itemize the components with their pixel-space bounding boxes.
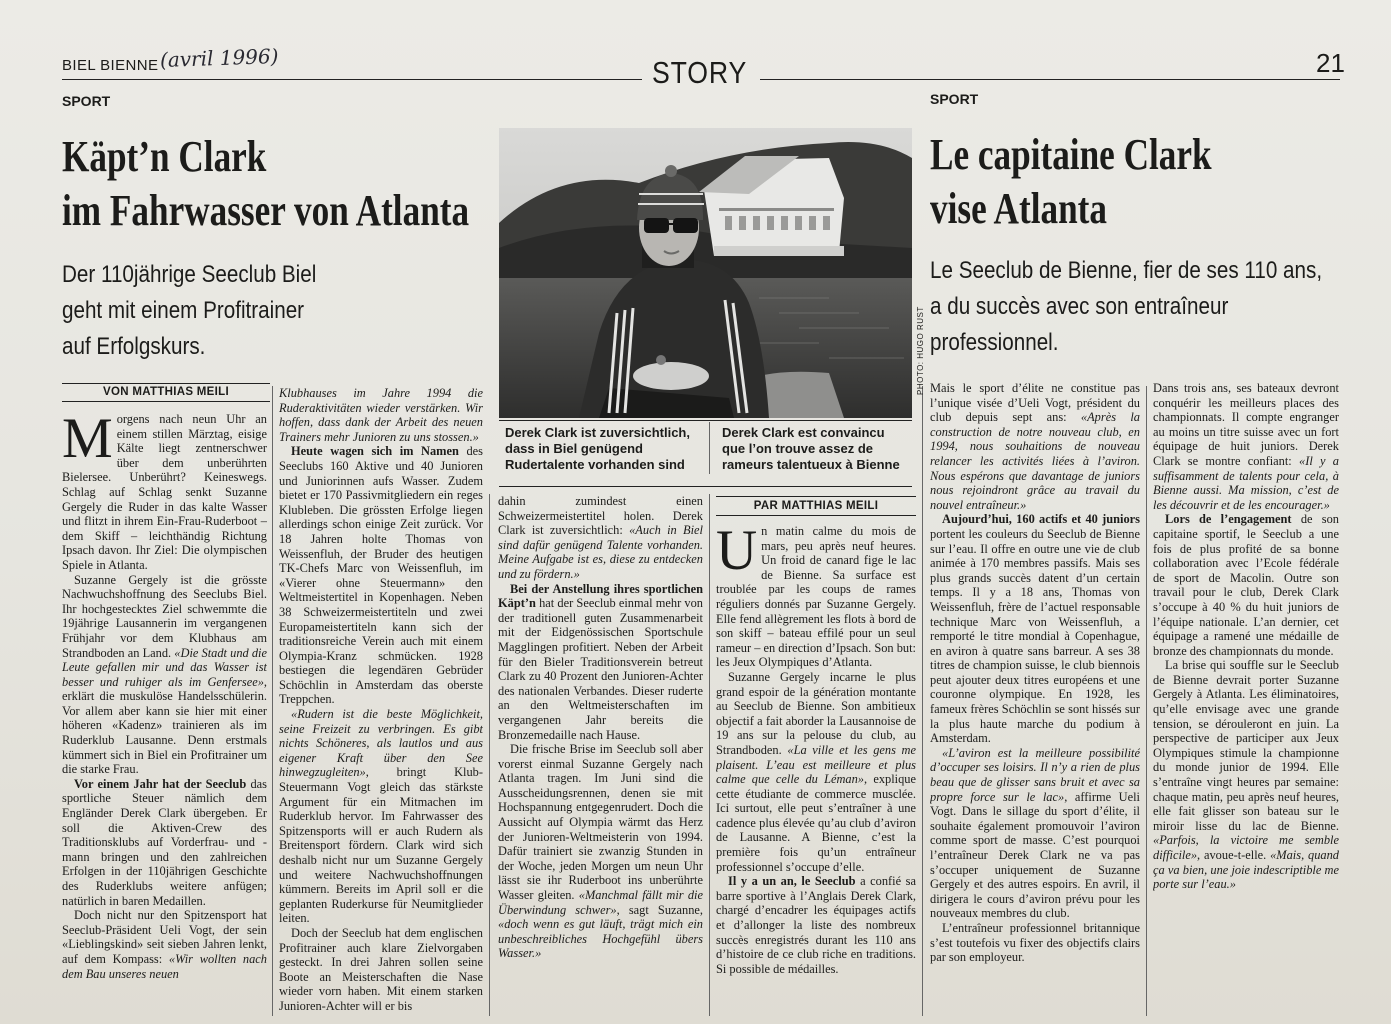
french-col3-p2: de son capitaine sportif, le Seeclub a une fois de plus profité de sa bonne collaboration avec l’Ecole fédérale de sport de Macolin. Outre son travail pour le club, Derek Clark s’occupe à 40 % du huit juniors de l’équipe nationale. L’an dernier, cet équipage a ramené une médaille de bronze des championnats du monde. (1153, 512, 1339, 658)
french-col2-p4: L’entraîneur professionnel britannique s’est toutefois vu fixer des objectifs clairs par son employeur. (930, 920, 1140, 965)
german-col3-p2-lead: Bei der Anstellung ihres sportlichen Käpt’n (498, 581, 703, 611)
french-col3-p3: La brise qui souffle sur le Seeclub de Bienne devrait porter Suzanne Gergely à Atlanta. Les éliminatoires, qu’elle envisage avec une grande tension, se dérouleront en juin. La perspective de participer aux Jeux Olympiques stimule la championne du monde junior de 1994. Elle s’entraîne vingt heures par semaine: chaque matin, peu après neuf heures, elle fait glisser son bateau sur le miroir lisse du lac de Bienne. (1153, 658, 1339, 833)
column-divider (709, 494, 710, 1016)
paper-name: BIEL BIENNE (62, 57, 159, 74)
french-col2-p1: Mais le sport d’élite ne constitue pas l’unique visée d’Ueli Vogt, président du club depuis sept ans: (930, 381, 1140, 425)
german-column-1 (62, 412, 267, 1016)
caption-rule (499, 420, 912, 421)
german-col3-p3-quote1: «Manchmal fällt mir die Überwindung schwer» (498, 888, 703, 917)
french-col1-p3-lead: Il y a un an, le Seeclub (728, 874, 856, 889)
french-col1-p2: Suzanne Gergely incarne le plus grand espoir de la génération montante au Seeclub de Bienne. Son ambitieux objectif a fait aborder la Lausannoise de 19 ans sur la pelouse du club, au Strandboden. (716, 669, 916, 757)
german-col1-p4: Doch nicht nur den Spitzensport hat Seeclub-Präsident Ueli Vogt, der sein «Lieblingskind» seit sieben Jahren lenkt, auf dem Kompass: (62, 908, 267, 966)
french-col2-p2-lead: Aujourd’hui, 160 actifs et 40 juniors (942, 512, 1140, 527)
french-col3-p3-quote1: «Parfois, la victoire me semble difficile» (1153, 833, 1339, 862)
handwritten-date-note: (avril 1996) (159, 43, 279, 73)
french-col1-p2-end: , explique cette étudiante de commerce musclée. Ici surtout, elle peut s’entraîner à une cadence plus élevée qu’au club d’aviron de Lausanne. A Bienne, c’est la première fois qu’un entraîneur professionnel s’occupe d’elle. (716, 772, 916, 874)
french-headline-line2: vise Atlanta (930, 184, 1107, 233)
french-col3-p2-lead: Lors de l’engagement (1165, 512, 1292, 527)
german-kicker: SPORT (62, 93, 111, 109)
german-col2-p4: Doch der Seeclub hat dem englischen Profitrainer auch klare Zielvorgaben gesteckt. In drei Jahren sollen seine Boote an Meisterschaften die Nase wieder vorn haben. Mit einem starken Junioren-Achter will er bis (279, 925, 483, 1013)
german-headline-line2: im Fahrwasser von Atlanta (62, 186, 470, 235)
french-byline-rule (716, 496, 916, 497)
french-headline-line1: Le capitaine Clark (930, 130, 1212, 179)
german-col3-p2: hat der Seeclub einmal mehr von der traditionell guten Zusammenarbeit mit der Eidgenössischen Sportschule Magglingen profitiert. Neben der Arbeit für den Bieler Traditionsverein betreut Clark zu 40 Prozent den Junioren-Achter des nationalen Verbandes. Dieser ruderte an den Weltmeisterschaften im vergangenen Jahr bereits die Bronzemedaille nach Hause. (498, 596, 703, 742)
french-kicker: SPORT (930, 91, 979, 107)
french-col2-p1-quote: «Après la construction de notre nouveau club, en 1994, nous souhaitions de nouveau relancer les activités liées à l’aviron. Nous espérons que davantage de juniors nous rejoindront grâce au travail du nouvel entraîneur.» (930, 410, 1140, 512)
french-col3-p3-quote2: «Mais, quand ça va bien, une joie indescriptible me porte sur l’eau.» (1153, 848, 1339, 892)
column-divider (1146, 386, 1147, 1016)
german-col2-p2-lead: Heute wagen sich im Namen (291, 444, 459, 459)
french-column-2 (930, 381, 1140, 1016)
german-col1-p2-quote: «Die Stadt und die Leute gefallen mir und das Wasser ist besser und ruhiger als im Genfersee» (62, 645, 267, 689)
german-column-3 (498, 494, 703, 1016)
french-col2-p3: , affirme Ueli Vogt. Dans le sillage du sport d’élite, il souhaite également promouvoir l’aviron comme sport de masse. C’est pourquoi l’entraîneur Derek Clark ne va pas s’occuper uniquement de Suzanne Gergely et des autres espoirs. En avril, il dirigera le cours d’aviron prévu pour les nouveaux membres du club. (930, 789, 1140, 921)
french-byline-rule-bottom (716, 515, 916, 516)
german-col2-p1-quote: Klubhauses im Jahre 1994 die Ruderaktivitäten wieder verstärken. Wir hoffen, dass dank der Arbeit des neuen Trainers mehr Junioren zu uns stossen.» (279, 386, 483, 444)
column-divider (272, 386, 273, 1016)
german-deck-line2: geht mit einem Profitrainer (62, 297, 305, 324)
french-col1-p1: n matin calme du mois de mars, peu après neuf heures. Un froid de canard fige le lac de Bienne. Sa surface est troublée par les coups de rames réguliers donnés par Suzanne Gergely. Elle fend allègrement les flots à bord de son skiff – bateau effilé pour un seul rameur – en direction d’Ipsach. Son but: les Jeux Olympiques d’Atlanta. (716, 524, 916, 670)
german-col3-p1-quote: «Auch in Biel sind dafür genügend Talente vorhanden. Meine Aufgabe ist es, diese zu entdecken und zu fördern.» (498, 523, 703, 581)
french-col3-p3-mid: , avoue-t-elle. (1197, 848, 1267, 862)
french-col1-p3: a confié sa barre sportive à l’Anglais Derek Clark, chargé d’encadrer les équipages actifs et d’allonger la liste des nombreux succès enregistrés durant les 110 ans d’histoire de ce club riche en traditions. Si possible de médailles. (716, 874, 916, 976)
german-headline-line1: Käpt’n Clark (62, 132, 267, 181)
french-column-1 (716, 524, 916, 1016)
section-title: STORY (652, 55, 748, 90)
header-rule-right (760, 79, 1340, 80)
french-byline: PAR MATTHIAS MEILI (753, 500, 879, 512)
french-col2-p3-quote: «L’aviron est la meilleure possibilité d’occuper ses loisirs. Il n’y a rien de plus beau que de glisser sans bruit et avec sa propre force sur le lac» (930, 745, 1140, 804)
german-col1-p3-lead: Vor einem Jahr hat der Seeclub (74, 776, 247, 791)
photo-caption-german: Derek Clark ist zuversichtlich, dass in Biel genügend Rudertalente vorhanden sind (505, 425, 690, 472)
german-col1-p2: Suzanne Gergely ist die grösste Nachwuchshoffnung des Seeclubs Biel. Ihr hochgestecktes Ziel schwemmte die 19jährige Lausannerin im vergangenen Frühjahr vor dem Klubhaus am Strandboden an Land. (62, 572, 267, 660)
german-byline-rule (62, 383, 270, 384)
photo-caption-french: Derek Clark est convaincu que l’on trouve assez de rameurs talentueux à Bienne (722, 425, 900, 472)
german-byline-rule-bottom (62, 401, 270, 402)
german-column-2 (279, 386, 483, 1016)
german-col3-p3: Die frische Brise im Seeclub soll aber vorerst einmal Suzanne Gergely nach Atlanta tragen. Im Juni sind die Ausscheidungsrennen, denen sie mit Hochspannung entgegenrudert. Doch die Aussicht auf Olympia wärmt das Herz der Junioren-Weltmeisterin von 1994. Dafür trainiert sie zwanzig Stunden in der Woche, jeden Morgen um neun Uhr lässt sie ihr Ruderboot ins unberührte Wasser gleiten. (498, 742, 703, 903)
german-col1-p1: orgens nach neun Uhr an einem stillen Märztag, eisige Kälte liegt zentnerschwer über dem unberührten Bielersee. Unberührt? Keineswegs. Schlag auf Schlag senkt Suzanne Gergely die Ruder in das kalte Wasser und flitzt in ihrem Ein-Frau-Ruderboot – dem Skiff – leichthändig Richtung Ipsach davon. Ihr Ziel: Die olympischen Spiele in Atlanta. (62, 412, 267, 572)
french-dropcap: U (716, 524, 758, 582)
german-deck-line1: Der 110jährige Seeclub Biel (62, 261, 317, 288)
german-col3-p1: dahin zumindest einen Schweizermeistertitel holen. Derek Clark ist zuversichtlich: (498, 494, 703, 538)
german-col1-p2-end: , erklärt die muskulöse Handelsschülerin. Vor allem aber kann sie hier mit einer höheren «Kadenz» trainieren als im Ruderklub Lausanne. Denn erstmals kümmert sich in Biel ein Profitrainer um die starke Frau. (62, 674, 267, 777)
german-dropcap: M (62, 412, 113, 470)
column-divider (489, 494, 490, 1016)
french-deck-line3: professionnel. (930, 329, 1059, 356)
french-col2-p2: portent les couleurs du Seeclub de Bienne sur l’eau. Il offre en outre une vie de club animée à 170 membres passifs. Mais ses plus grands succès datent d’un certain temps. Il y a 18 ans, Thomas von Weissenfluh, frère de l’actuel responsable technique Marc von Weissenfluh, a remporté le titre mondial à Copenhague, en aviron à quatre sans barreur. A ses 38 titres de champion suisse, le club biennois peut ajouter deux titres européens et une couronne olympique. En 1928, les fameux frères Schöchlin se sont hissés sur la plus haute marche du podium à Amsterdam. (930, 526, 1140, 746)
french-col1-p2-quote: «La ville et les gens me plaisent. L’eau est meilleure et plus calme que celle du Léman» (716, 742, 916, 787)
german-deck-line3: auf Erfolgskurs. (62, 333, 206, 360)
german-col2-p3: , bringt Klub-Steuermann Vogt gleich das stärkste Argument für ein Mitmachen im Ruderklub hervor. Im Fahrwasser des Spitzensports will er auch Rudern als Breitensport fördern. Clark wird sich deshalb nicht nur um Suzanne Gergely und weitere Nachwuchshoffnungen kümmern. Bereits im April soll er die geplanten Ruderkurse für Neumitglieder leiten. (279, 765, 483, 926)
german-byline: VON MATTHIAS MEILI (103, 386, 229, 398)
german-col2-p2: des Seeclubs 160 Aktive und 40 Junioren und Juniorinnen aufs Wasser. Zudem bietet er 170 Passivmitgliedern ein reges Klubleben. Die grössten Erfolge liegen allerdings schon einige Zeit zurück. Vor 18 Jahren holte Thomas von Weissenfluh, der Bruder des heutigen TK-Chefs Marc von Weissenfluh, im «Vierer ohne Steuermann» den Weltmeistertitel in Kopenhagen. Neben 38 Schweizermeistertiteln und zwei Europameistertiteln kann sich der traditionsreiche Verein auch mit einem Olympia-Kranz schmücken. 1928 bestiegen die legendären Gebrüder Schöchlin in Amsterdam das oberste Treppchen. (279, 444, 483, 707)
caption-rule-bottom (499, 486, 912, 487)
page-number: 21 (1316, 48, 1345, 78)
caption-divider (709, 422, 710, 474)
french-column-3 (1153, 381, 1339, 1016)
french-deck-line1: Le Seeclub de Bienne, fier de ses 110 ans, (930, 257, 1323, 284)
german-col3-p3-quote2: «doch wenn es gut läuft, trägt mich ein unbeschreibliches Hochgefühl übers Wasser.» (498, 917, 703, 961)
header-rule-left (62, 79, 642, 80)
rowing-coach-photo (499, 128, 912, 418)
french-col3-p1-quote: «Il y a suffisamment de talents pour cela, à Bienne aussi. Ma mission, c’est de les découvrir et de les encourager.» (1153, 453, 1339, 512)
french-deck-line2: a du succès avec son entraîneur (930, 293, 1229, 320)
german-col3-p3-mid: , sagt Suzanne, (616, 902, 703, 917)
column-divider (922, 386, 923, 1016)
photo-derek-clark (499, 128, 912, 418)
german-col1-p4-quote: «Wir wollten nach dem Bau unseres neuen (62, 951, 267, 981)
photo-credit: PHOTO: HUGO RUST (916, 306, 925, 395)
german-col2-p3-quote: «Rudern ist die beste Möglichkeit, seine Freizeit zu verbringen. Es gibt nichts Schöneres, als lautlos und aus eigener Kraft über den See hinwegzugleiten» (279, 707, 483, 780)
german-col1-p3: das sportliche Steuer nämlich dem Engländer Derek Clark übergeben. Er soll die Aktiven-Crew des Traditionsklubs auf Vorderfrau- und -mann bringen und den zahlreichen Erfolgen in der 110jährigen Geschichte des Ruderklubs weitere anfügen; natürlich in baren Medaillen. (62, 776, 267, 908)
french-col3-p1: Dans trois ans, ses bateaux devront conquérir les meilleurs places des championnats. Il compte engranger au moins un titre suisse avec un fort équipage de huit juniors. Derek Clark se montre confiant: (1153, 381, 1339, 468)
